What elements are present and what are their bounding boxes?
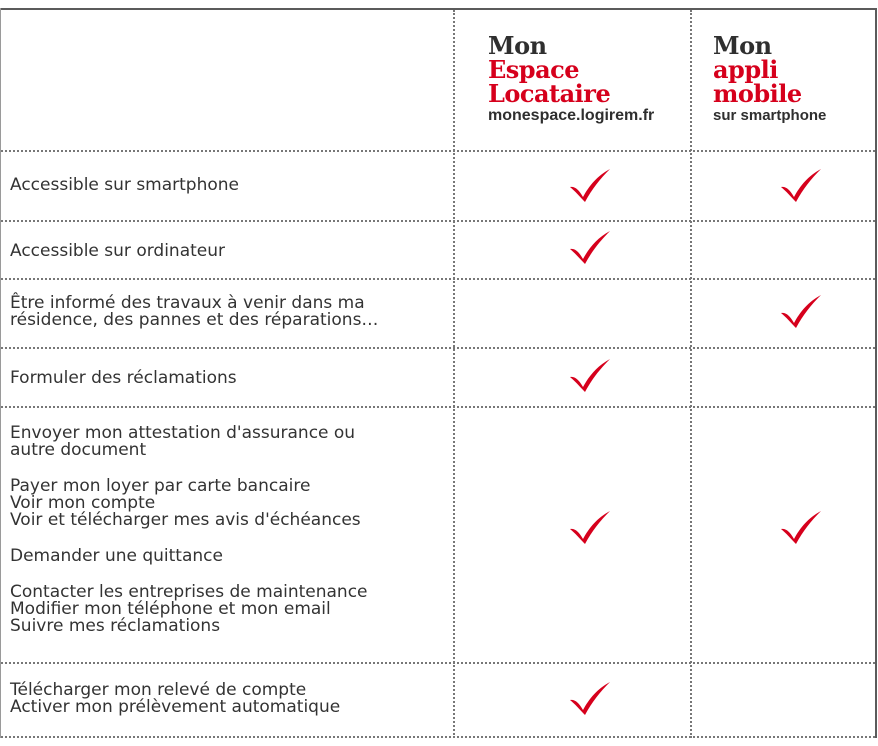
row-label-travaux (10, 295, 378, 329)
row-label-line: Voir mon compte (10, 493, 156, 513)
row-label-line: Activer mon prélèvement automatique (10, 697, 341, 717)
checkmark-icon (567, 680, 613, 716)
row-label-line: autre document (10, 440, 147, 460)
header-col2-line1: Mon (713, 31, 772, 60)
row-label-line: Payer mon loyer par carte bancaire (10, 476, 311, 496)
row-label-line: Accessible sur ordinateur (10, 241, 226, 261)
header-col1-line3: Locataire (488, 79, 611, 108)
row-divider (1, 220, 875, 222)
table-right-border (875, 8, 877, 738)
row-label-line: Formuler des réclamations (10, 368, 237, 388)
checkmark-icon (778, 293, 824, 329)
row-label-line: résidence, des pannes et des réparations… (10, 310, 379, 330)
row-label-line: Envoyer mon attestation d'assurance ou (10, 423, 356, 443)
header-col2-sub: sur smartphone (713, 107, 827, 124)
column-divider-2 (690, 10, 692, 738)
row-label-line: Demander une quittance (10, 546, 223, 566)
row-divider (1, 662, 875, 664)
row-label-releve (10, 682, 340, 716)
header-col1-line1: Mon (488, 31, 547, 60)
row-label-line: Être informé des travaux à venir dans ma (10, 293, 365, 313)
checkmark-icon (567, 357, 613, 393)
header-appli-mobile (713, 31, 827, 124)
row-label-line: Suivre mes réclamations (10, 616, 221, 636)
row-label-reclamations (10, 370, 237, 387)
row-label-line: Voir et télécharger mes avis d'échéances (10, 510, 361, 530)
table-left-border (0, 8, 1, 738)
checkmark-icon (567, 229, 613, 265)
table-top-border (0, 8, 877, 10)
row-divider (1, 278, 875, 280)
row-divider (1, 347, 875, 349)
row-divider (1, 150, 875, 152)
header-col1-url: monespace.logirem.fr (488, 107, 655, 124)
row-label-line: Modifier mon téléphone et mon email (10, 599, 331, 619)
header-col1-line2: Espace (488, 55, 580, 84)
header-col2-line2: appli (713, 55, 778, 84)
header-col2-line3: mobile (713, 79, 802, 108)
checkmark-icon (778, 509, 824, 545)
row-label-ordinateur (10, 243, 225, 260)
checkmark-icon (567, 167, 613, 203)
checkmark-icon (778, 167, 824, 203)
row-label-line: Accessible sur smartphone (10, 175, 240, 195)
row-label-services (10, 425, 368, 635)
row-divider (1, 406, 875, 408)
row-label-smartphone (10, 177, 239, 194)
row-divider (1, 736, 875, 738)
row-label-line: Contacter les entreprises de maintenance (10, 582, 368, 602)
row-label-line: Télécharger mon relevé de compte (10, 680, 307, 700)
header-espace-locataire (488, 31, 655, 124)
column-divider-1 (453, 10, 455, 738)
checkmark-icon (567, 509, 613, 545)
